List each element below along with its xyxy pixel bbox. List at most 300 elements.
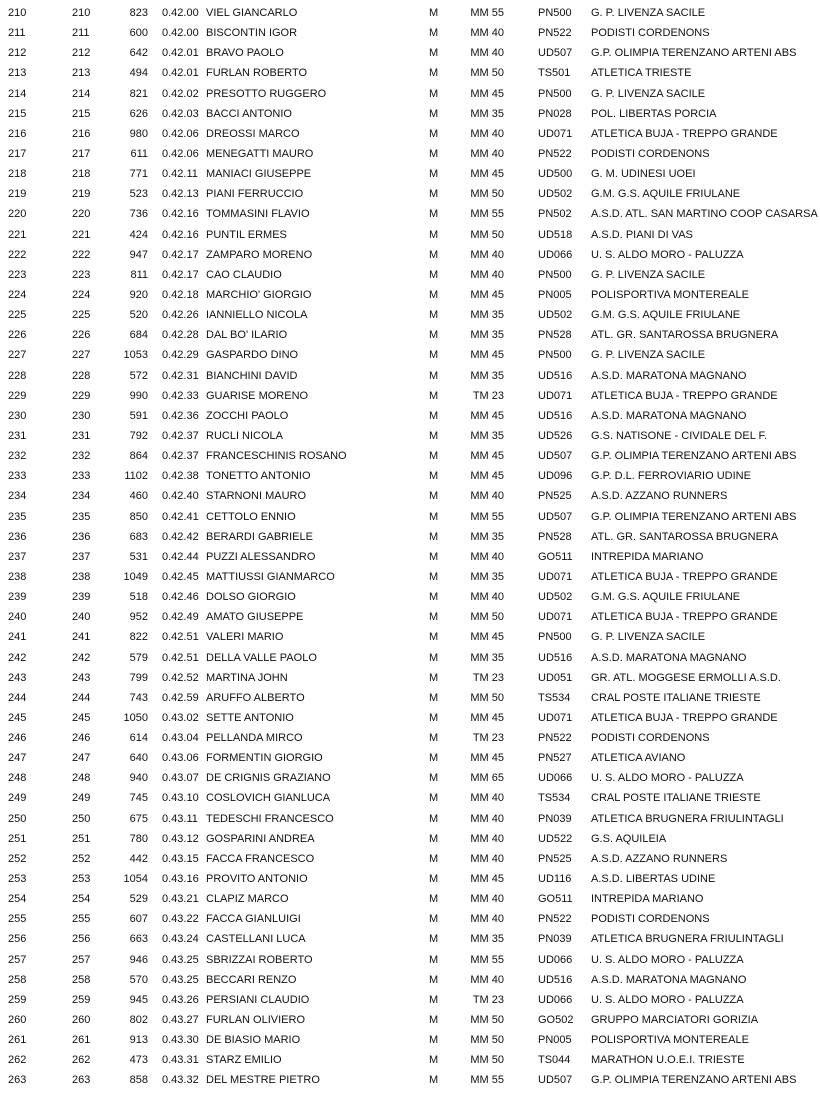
finish-time-cell: 0.43.02 [162, 711, 199, 724]
category-position-cell: 236 [72, 530, 91, 543]
result-row [0, 809, 820, 829]
category-position-cell: 217 [72, 147, 91, 160]
result-row [0, 728, 820, 748]
age-category-cell: MM 65 [470, 772, 504, 785]
position-cell: 262 [8, 1054, 27, 1067]
result-row [0, 265, 820, 285]
result-row [0, 527, 820, 547]
athlete-name-cell: COSLOVICH GIANLUCA [206, 792, 331, 805]
team-name-cell: G. P. LIVENZA SACILE [591, 87, 706, 100]
sex-cell: M [429, 752, 439, 765]
athlete-name-cell: CLAPIZ MARCO [206, 893, 289, 906]
position-cell: 227 [8, 349, 27, 362]
finish-time-cell: 0.42.36 [162, 409, 199, 422]
sex-cell: M [429, 1014, 439, 1027]
athlete-name-cell: STARZ EMILIO [206, 1054, 282, 1067]
result-row [0, 1070, 820, 1090]
position-cell: 256 [8, 933, 27, 946]
position-cell: 258 [8, 973, 27, 986]
athlete-name-cell: STARNONI MAURO [206, 490, 307, 503]
age-category-cell: MM 40 [470, 490, 504, 503]
result-row [0, 1030, 820, 1050]
sex-cell: M [429, 671, 439, 684]
sex-cell: M [429, 107, 439, 120]
finish-time-cell: 0.42.51 [162, 631, 199, 644]
position-cell: 214 [8, 87, 27, 100]
age-category-cell: MM 45 [470, 711, 504, 724]
athlete-name-cell: GOSPARINI ANDREA [206, 832, 315, 845]
age-category-cell: MM 40 [470, 913, 504, 926]
category-position-cell: 215 [72, 107, 91, 120]
finish-time-cell: 0.42.37 [162, 450, 199, 463]
finish-time-cell: 0.43.07 [162, 772, 199, 785]
athlete-name-cell: DELLA VALLE PAOLO [206, 651, 317, 664]
finish-time-cell: 0.42.44 [162, 550, 199, 563]
team-name-cell: POL. LIBERTAS PORCIA [591, 107, 717, 120]
team-name-cell: G.P. OLIMPIA TERENZANO ARTENI ABS [591, 510, 797, 523]
finish-time-cell: 0.42.03 [162, 107, 199, 120]
team-name-cell: U. S. ALDO MORO - PALUZZA [591, 993, 744, 1006]
finish-time-cell: 0.42.18 [162, 288, 199, 301]
athlete-name-cell: FURLAN OLIVIERO [206, 1014, 306, 1027]
position-cell: 249 [8, 792, 27, 805]
sex-cell: M [429, 1034, 439, 1047]
position-cell: 259 [8, 993, 27, 1006]
team-name-cell: A.S.D. MARATONA MAGNANO [591, 973, 747, 986]
team-code-cell: PN522 [538, 913, 572, 926]
athlete-name-cell: ZOCCHI PAOLO [206, 409, 289, 422]
result-row [0, 345, 820, 365]
result-row [0, 426, 820, 446]
age-category-cell: MM 40 [470, 973, 504, 986]
category-position-cell: 231 [72, 429, 91, 442]
result-row [0, 668, 820, 688]
team-name-cell: CRAL POSTE ITALIANE TRIESTE [591, 792, 761, 805]
age-category-cell: MM 55 [470, 7, 504, 19]
finish-time-cell: 0.43.10 [162, 792, 199, 805]
sex-cell: M [429, 47, 439, 60]
position-cell: 226 [8, 329, 27, 342]
result-row [0, 446, 820, 466]
bib-number-cell: 802 [129, 1014, 148, 1027]
position-cell: 234 [8, 490, 27, 503]
result-row [0, 889, 820, 909]
athlete-name-cell: MANIACI GIUSEPPE [206, 168, 312, 181]
team-name-cell: G.S. AQUILEIA [591, 832, 667, 845]
team-code-cell: TS534 [538, 691, 571, 704]
team-code-cell: UD507 [538, 47, 573, 60]
finish-time-cell: 0.42.11 [162, 168, 198, 181]
athlete-name-cell: BECCARI RENZO [206, 973, 297, 986]
team-code-cell: UD518 [538, 228, 573, 241]
sex-cell: M [429, 711, 439, 724]
finish-time-cell: 0.43.15 [162, 852, 199, 865]
sex-cell: M [429, 87, 439, 100]
bib-number-cell: 947 [129, 248, 148, 261]
bib-number-cell: 946 [129, 953, 148, 966]
finish-time-cell: 0.43.06 [162, 752, 199, 765]
finish-time-cell: 0.42.45 [162, 570, 199, 583]
category-position-cell: 235 [72, 510, 91, 523]
finish-time-cell: 0.42.06 [162, 127, 199, 140]
athlete-name-cell: PIANI FERRUCCIO [206, 188, 304, 201]
athlete-name-cell: FACCA FRANCESCO [206, 852, 315, 865]
sex-cell: M [429, 691, 439, 704]
category-position-cell: 253 [72, 873, 91, 886]
team-name-cell: U. S. ALDO MORO - PALUZZA [591, 248, 744, 261]
team-code-cell: PN528 [538, 329, 572, 342]
bib-number-cell: 822 [129, 631, 148, 644]
age-category-cell: MM 50 [470, 691, 504, 704]
position-cell: 261 [8, 1034, 27, 1047]
team-name-cell: A.S.D. MARATONA MAGNANO [591, 409, 747, 422]
bib-number-cell: 850 [129, 510, 148, 523]
bib-number-cell: 1049 [123, 570, 148, 583]
age-category-cell: MM 50 [470, 611, 504, 624]
sex-cell: M [429, 27, 439, 40]
athlete-name-cell: BIANCHINI DAVID [206, 369, 298, 382]
finish-time-cell: 0.42.38 [162, 470, 199, 483]
team-code-cell: UD116 [538, 873, 572, 886]
team-name-cell: G.M. G.S. AQUILE FRIULANE [591, 591, 741, 604]
position-cell: 231 [8, 429, 27, 442]
team-code-cell: UD516 [538, 369, 573, 382]
result-row [0, 366, 820, 386]
bib-number-cell: 913 [129, 1034, 148, 1047]
position-cell: 239 [8, 591, 27, 604]
athlete-name-cell: CASTELLANI LUCA [206, 933, 306, 946]
category-position-cell: 232 [72, 450, 91, 463]
bib-number-cell: 683 [129, 530, 148, 543]
team-name-cell: A.S.D. AZZANO RUNNERS [591, 490, 728, 503]
position-cell: 241 [8, 631, 27, 644]
bib-number-cell: 614 [129, 732, 148, 745]
bib-number-cell: 952 [129, 611, 148, 624]
bib-number-cell: 460 [129, 490, 148, 503]
finish-time-cell: 0.43.27 [162, 1014, 199, 1027]
sex-cell: M [429, 409, 439, 422]
category-position-cell: 251 [72, 832, 91, 845]
finish-time-cell: 0.43.22 [162, 913, 199, 926]
finish-time-cell: 0.42.42 [162, 530, 199, 543]
finish-time-cell: 0.42.26 [162, 309, 199, 322]
position-cell: 254 [8, 893, 27, 906]
result-row [0, 648, 820, 668]
result-row [0, 950, 820, 970]
age-category-cell: MM 45 [470, 288, 504, 301]
team-name-cell: PODISTI CORDENONS [591, 913, 710, 926]
athlete-name-cell: BRAVO PAOLO [206, 47, 284, 60]
team-code-cell: PN502 [538, 208, 572, 221]
bib-number-cell: 799 [129, 671, 148, 684]
sex-cell: M [429, 7, 439, 19]
team-code-cell: UD071 [538, 570, 573, 583]
team-code-cell: UD502 [538, 188, 573, 201]
athlete-name-cell: ZAMPARO MORENO [206, 248, 313, 261]
category-position-cell: 249 [72, 792, 91, 805]
bib-number-cell: 531 [129, 550, 148, 563]
age-category-cell: MM 50 [470, 228, 504, 241]
category-position-cell: 241 [72, 631, 91, 644]
team-code-cell: PN525 [538, 490, 572, 503]
age-category-cell: TM 23 [472, 732, 504, 745]
sex-cell: M [429, 369, 439, 382]
position-cell: 235 [8, 510, 27, 523]
bib-number-cell: 743 [129, 691, 148, 704]
finish-time-cell: 0.42.02 [162, 87, 199, 100]
sex-cell: M [429, 389, 439, 402]
age-category-cell: MM 45 [470, 752, 504, 765]
athlete-name-cell: BISCONTIN IGOR [206, 27, 298, 40]
team-code-cell: TS044 [538, 1054, 571, 1067]
bib-number-cell: 424 [129, 228, 148, 241]
athlete-name-cell: BERARDI GABRIELE [206, 530, 313, 543]
age-category-cell: MM 55 [470, 953, 504, 966]
position-cell: 222 [8, 248, 27, 261]
category-position-cell: 211 [72, 27, 90, 40]
result-row [0, 124, 820, 144]
category-position-cell: 233 [72, 470, 91, 483]
age-category-cell: MM 45 [470, 873, 504, 886]
age-category-cell: MM 35 [470, 329, 504, 342]
position-cell: 211 [8, 27, 26, 40]
bib-number-cell: 473 [129, 1054, 148, 1067]
bib-number-cell: 611 [130, 147, 148, 160]
team-name-cell: PODISTI CORDENONS [591, 27, 710, 40]
bib-number-cell: 792 [129, 429, 148, 442]
sex-cell: M [429, 852, 439, 865]
category-position-cell: 219 [72, 188, 91, 201]
result-row [0, 104, 820, 124]
team-name-cell: ATLETICA BRUGNERA FRIULINTAGLI [591, 812, 784, 825]
position-cell: 230 [8, 409, 27, 422]
team-code-cell: UD516 [538, 409, 573, 422]
sex-cell: M [429, 933, 439, 946]
team-code-cell: UD066 [538, 772, 573, 785]
age-category-cell: MM 45 [470, 87, 504, 100]
result-row [0, 768, 820, 788]
team-name-cell: G.M. G.S. AQUILE FRIULANE [591, 309, 741, 322]
result-row [0, 204, 820, 224]
category-position-cell: 244 [72, 691, 91, 704]
team-code-cell: UD502 [538, 591, 573, 604]
age-category-cell: MM 50 [470, 67, 504, 80]
athlete-name-cell: PUZZI ALESSANDRO [206, 550, 316, 563]
team-code-cell: UD516 [538, 651, 573, 664]
sex-cell: M [429, 248, 439, 261]
athlete-name-cell: TOMMASINI FLAVIO [206, 208, 310, 221]
age-category-cell: MM 35 [470, 933, 504, 946]
team-name-cell: A.S.D. LIBERTAS UDINE [591, 873, 716, 886]
team-code-cell: GO511 [538, 893, 573, 906]
result-row [0, 245, 820, 265]
sex-cell: M [429, 530, 439, 543]
team-code-cell: PN522 [538, 732, 572, 745]
sex-cell: M [429, 168, 439, 181]
age-category-cell: MM 40 [470, 268, 504, 281]
sex-cell: M [429, 631, 439, 644]
team-name-cell: A.S.D. PIANI DI VAS [591, 228, 693, 241]
position-cell: 253 [8, 873, 27, 886]
category-position-cell: 234 [72, 490, 91, 503]
team-name-cell: ATLETICA TRIESTE [591, 67, 692, 80]
bib-number-cell: 780 [129, 832, 148, 845]
team-code-cell: PN005 [538, 288, 572, 301]
position-cell: 218 [8, 168, 27, 181]
sex-cell: M [429, 591, 439, 604]
result-row [0, 567, 820, 587]
age-category-cell: MM 35 [470, 309, 504, 322]
result-row [0, 708, 820, 728]
age-category-cell: MM 40 [470, 832, 504, 845]
finish-time-cell: 0.42.41 [162, 510, 199, 523]
team-name-cell: U. S. ALDO MORO - PALUZZA [591, 772, 744, 785]
finish-time-cell: 0.42.01 [162, 47, 199, 60]
team-code-cell: PN005 [538, 1034, 572, 1047]
position-cell: 215 [8, 107, 27, 120]
sex-cell: M [429, 329, 439, 342]
athlete-name-cell: MENEGATTI MAURO [206, 147, 314, 160]
category-position-cell: 259 [72, 993, 91, 1006]
category-position-cell: 218 [72, 168, 91, 181]
age-category-cell: MM 40 [470, 591, 504, 604]
category-position-cell: 246 [72, 732, 91, 745]
age-category-cell: MM 45 [470, 349, 504, 362]
result-row [0, 466, 820, 486]
result-row [0, 607, 820, 627]
position-cell: 213 [8, 67, 27, 80]
bib-number-cell: 1102 [124, 470, 148, 483]
position-cell: 240 [8, 611, 27, 624]
category-position-cell: 250 [72, 812, 91, 825]
position-cell: 217 [8, 147, 27, 160]
team-name-cell: ATLETICA BUJA - TREPPO GRANDE [591, 389, 778, 402]
result-row [0, 386, 820, 406]
finish-time-cell: 0.43.04 [162, 732, 199, 745]
result-row [0, 144, 820, 164]
position-cell: 250 [8, 812, 27, 825]
team-name-cell: ATLETICA BUJA - TREPPO GRANDE [591, 711, 778, 724]
finish-time-cell: 0.43.16 [162, 873, 199, 886]
bib-number-cell: 1053 [123, 349, 148, 362]
team-code-cell: TS501 [538, 67, 571, 80]
team-code-cell: PN500 [538, 349, 572, 362]
result-row [0, 970, 820, 990]
result-row [0, 849, 820, 869]
team-name-cell: ATLETICA BUJA - TREPPO GRANDE [591, 611, 778, 624]
category-position-cell: 230 [72, 409, 91, 422]
position-cell: 257 [8, 953, 27, 966]
team-name-cell: G.P. D.L. FERROVIARIO UDINE [591, 470, 751, 483]
bib-number-cell: 663 [129, 933, 148, 946]
sex-cell: M [429, 953, 439, 966]
result-row [0, 84, 820, 104]
finish-time-cell: 0.42.49 [162, 611, 199, 624]
sex-cell: M [429, 832, 439, 845]
bib-number-cell: 675 [129, 812, 148, 825]
bib-number-cell: 607 [129, 913, 148, 926]
bib-number-cell: 579 [129, 651, 148, 664]
category-position-cell: 222 [72, 248, 91, 261]
team-code-cell: UD071 [538, 389, 573, 402]
team-name-cell: G. P. LIVENZA SACILE [591, 349, 706, 362]
position-cell: 245 [8, 711, 27, 724]
category-position-cell: 257 [72, 953, 91, 966]
sex-cell: M [429, 1074, 439, 1087]
bib-number-cell: 626 [129, 107, 148, 120]
team-name-cell: ATL. GR. SANTAROSSA BRUGNERA [591, 329, 779, 342]
position-cell: 246 [8, 732, 27, 745]
age-category-cell: MM 45 [470, 409, 504, 422]
position-cell: 221 [8, 228, 27, 241]
athlete-name-cell: IANNIELLO NICOLA [206, 309, 308, 322]
sex-cell: M [429, 993, 439, 1006]
result-row [0, 63, 820, 83]
category-position-cell: 262 [72, 1054, 91, 1067]
result-row [0, 1050, 820, 1070]
team-code-cell: PN528 [538, 530, 572, 543]
age-category-cell: MM 55 [470, 1074, 504, 1087]
team-code-cell: GO511 [538, 550, 573, 563]
team-code-cell: UD066 [538, 993, 573, 1006]
team-code-cell: PN500 [538, 87, 572, 100]
position-cell: 236 [8, 530, 27, 543]
category-position-cell: 228 [72, 369, 91, 382]
bib-number-cell: 736 [129, 208, 148, 221]
age-category-cell: MM 50 [470, 1034, 504, 1047]
finish-time-cell: 0.42.16 [162, 228, 199, 241]
category-position-cell: 255 [72, 913, 91, 926]
sex-cell: M [429, 732, 439, 745]
position-cell: 219 [8, 188, 27, 201]
finish-time-cell: 0.42.31 [162, 369, 199, 382]
finish-time-cell: 0.42.00 [162, 7, 199, 19]
finish-time-cell: 0.42.51 [162, 651, 199, 664]
category-position-cell: 229 [72, 389, 91, 402]
result-row [0, 325, 820, 345]
athlete-name-cell: DOLSO GIORGIO [206, 591, 296, 604]
sex-cell: M [429, 450, 439, 463]
bib-number-cell: 520 [129, 309, 148, 322]
team-code-cell: UD500 [538, 168, 573, 181]
finish-time-cell: 0.42.29 [162, 349, 199, 362]
team-name-cell: ATL. GR. SANTAROSSA BRUGNERA [591, 530, 779, 543]
age-category-cell: MM 35 [470, 369, 504, 382]
age-category-cell: TM 23 [472, 389, 504, 402]
bib-number-cell: 572 [129, 369, 148, 382]
position-cell: 212 [8, 47, 27, 60]
team-code-cell: PN500 [538, 7, 572, 19]
sex-cell: M [429, 228, 439, 241]
sex-cell: M [429, 1054, 439, 1067]
sex-cell: M [429, 792, 439, 805]
bib-number-cell: 442 [129, 852, 148, 865]
athlete-name-cell: DE CRIGNIS GRAZIANO [206, 772, 331, 785]
team-code-cell: UD071 [538, 711, 573, 724]
category-position-cell: 237 [72, 550, 91, 563]
bib-number-cell: 980 [129, 127, 148, 140]
athlete-name-cell: TONETTO ANTONIO [206, 470, 311, 483]
bib-number-cell: 945 [129, 993, 148, 1006]
finish-time-cell: 0.42.13 [162, 188, 199, 201]
age-category-cell: MM 40 [470, 812, 504, 825]
position-cell: 224 [8, 288, 27, 301]
finish-time-cell: 0.42.28 [162, 329, 199, 342]
team-code-cell: PN500 [538, 268, 572, 281]
team-code-cell: UD516 [538, 973, 573, 986]
category-position-cell: 240 [72, 611, 91, 624]
sex-cell: M [429, 429, 439, 442]
